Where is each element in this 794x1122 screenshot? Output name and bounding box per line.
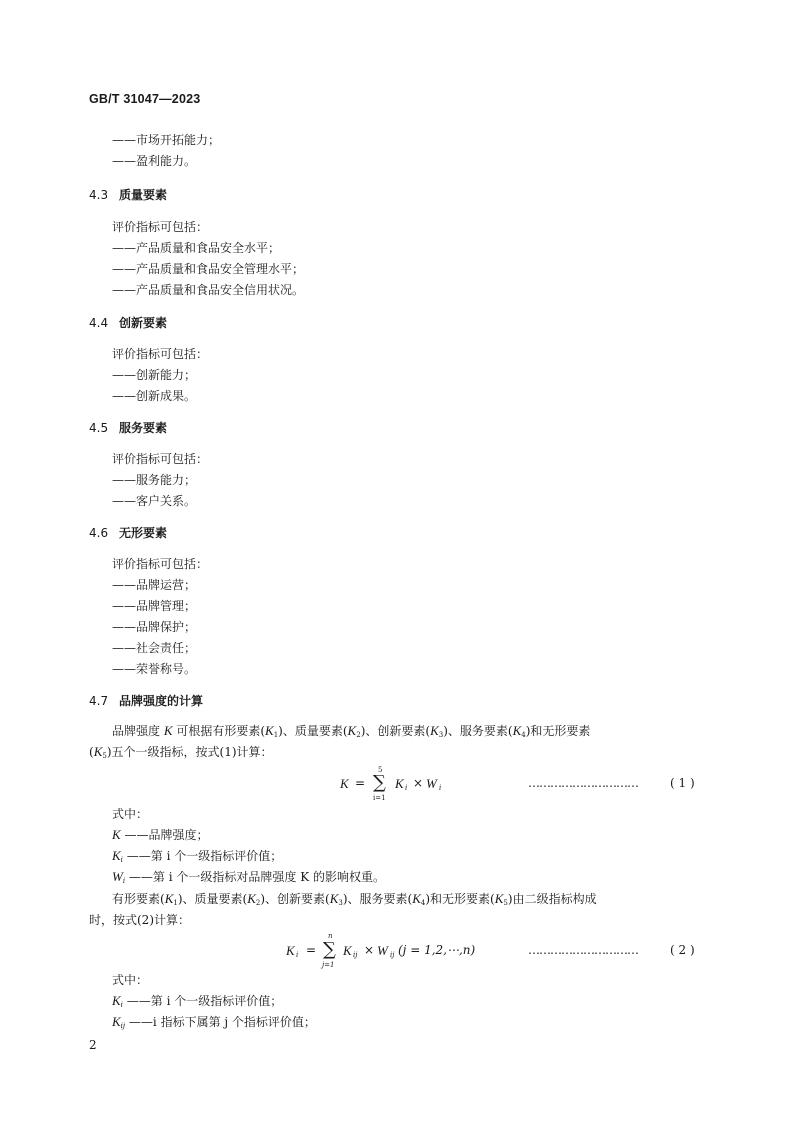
formula-2-leader: ………………………… [528, 943, 638, 957]
where-label: 式中： [112, 973, 149, 987]
list-item: ——产品质量和食品安全信用状况。 [112, 283, 305, 297]
section-title: 质量要素 [119, 188, 168, 202]
section-heading-4-4 [89, 314, 167, 331]
section-heading-4-3 [89, 186, 167, 203]
formula-2-number: ( 2 ) [670, 943, 695, 957]
where-item: $K_i$ ——第 i 个一级指标评价值； [112, 848, 283, 864]
section-intro: 评价指标可包括： [112, 557, 209, 571]
section-number: 4.7 [89, 694, 109, 708]
list-item: ——荣誉称号。 [112, 662, 197, 676]
section-intro: 评价指标可包括： [112, 220, 209, 234]
section-heading-4-7 [89, 692, 203, 709]
formula-1-leader: ………………………… [528, 776, 638, 790]
where-item: $K_{ij}$ ——i 指标下属第 j 个指标评价值； [112, 1014, 316, 1030]
list-item: ——产品质量和食品安全水平； [112, 241, 281, 255]
where-label: 式中： [112, 807, 149, 821]
section-title: 创新要素 [119, 316, 168, 330]
where-item: $W_i$ ——第 i 个一级指标对品牌强度 K 的影响权重。 [112, 869, 385, 885]
paragraph-line: 有形要素$(K_1)$、质量要素$(K_2)$、创新要素$(K_3)$、服务要素$(K_4)$和无形要素$(K_5)$由二级指标构成 [112, 891, 597, 907]
section-number: 4.4 [89, 316, 109, 330]
standard-code: GB/T 31047—2023 [89, 92, 201, 106]
list-item: ——品牌保护； [112, 620, 197, 634]
list-item: ——客户关系。 [112, 494, 197, 508]
where-item: K ——品牌强度； [112, 827, 209, 842]
page-number: 2 [89, 1038, 97, 1052]
list-item: ——创新成果。 [112, 389, 197, 403]
list-item: ——创新能力； [112, 368, 197, 382]
section-number: 4.6 [89, 526, 109, 540]
formula-1-number: ( 1 ) [670, 776, 695, 790]
list-item: ——社会责任； [112, 641, 197, 655]
list-item: ——品牌运营； [112, 578, 197, 592]
list-item: ——市场开拓能力； [112, 133, 221, 147]
section-intro: 评价指标可包括： [112, 452, 209, 466]
list-item: ——服务能力； [112, 473, 197, 487]
list-item: ——产品质量和食品安全管理水平； [112, 262, 305, 276]
section-title: 服务要素 [119, 421, 168, 435]
section-title: 无形要素 [119, 526, 168, 540]
section-heading-4-6 [89, 524, 167, 541]
section-intro: 评价指标可包括： [112, 347, 209, 361]
paragraph-line: $(K_5)$五个一级指标，按式(1)计算： [89, 744, 273, 760]
list-item: ——盈利能力。 [112, 154, 197, 168]
section-number: 4.3 [89, 188, 109, 202]
where-item: $K_i$ ——第 i 个一级指标评价值； [112, 993, 283, 1009]
paragraph-line: 品牌强度 K 可根据有形要素$(K_1)$、质量要素$(K_2)$、创新要素$(K_3)$、服务要素$(K_4)$和无形要素 [112, 723, 591, 739]
section-title: 品牌强度的计算 [119, 694, 204, 708]
section-heading-4-5 [89, 419, 167, 436]
section-number: 4.5 [89, 421, 109, 435]
list-item: ——品牌管理； [112, 599, 197, 613]
paragraph-line: 时，按式(2)计算： [89, 913, 190, 927]
